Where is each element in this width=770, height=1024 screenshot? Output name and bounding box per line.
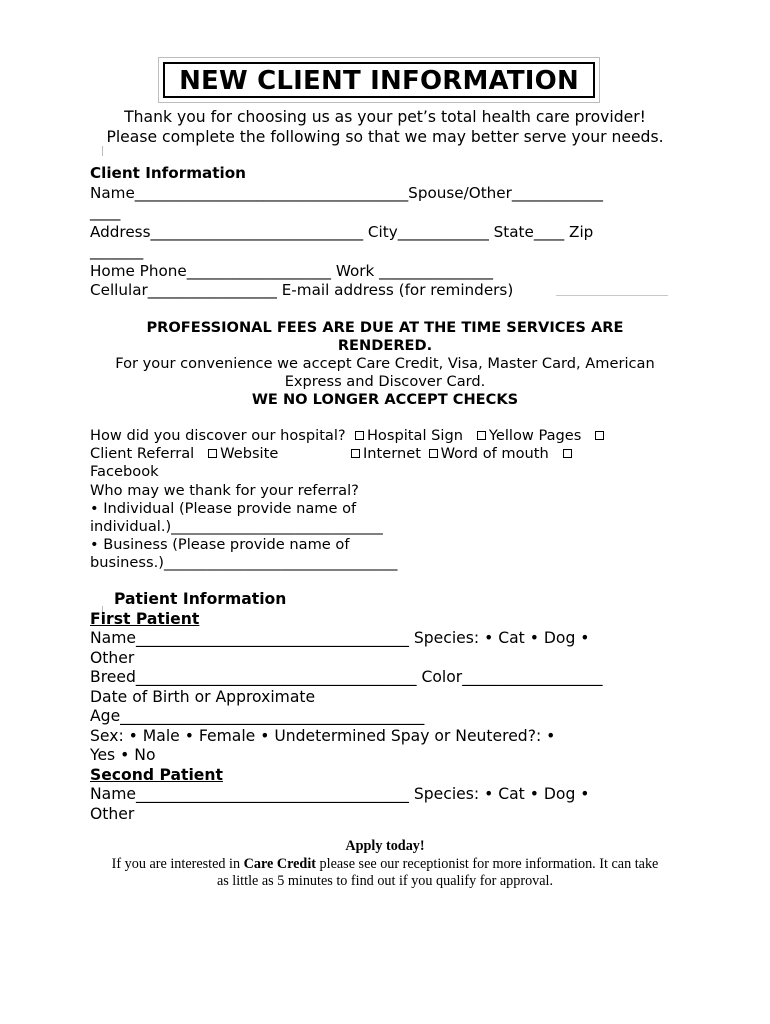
care-credit-footer [88, 838, 682, 891]
fees-line-4: Express and Discover Card. [284, 373, 486, 390]
species-other-label-2: Other [90, 804, 135, 823]
dob-label: Date of Birth or Approximate [90, 687, 316, 706]
intro-line-1: Thank you for choosing us as your pet’s total health care provider! [124, 108, 646, 126]
email-underline [556, 295, 668, 296]
yellow-pages-checkbox[interactable] [477, 431, 486, 440]
client-referral-checkbox[interactable] [595, 431, 604, 440]
intro-text [90, 108, 680, 147]
name-spouse-field[interactable]: Name____________________________________Spouse/Other____________ [90, 183, 604, 202]
margin-mark [102, 146, 103, 156]
individual-name-field[interactable]: individual.)_____________________________ [90, 518, 383, 536]
facebook-label: Facebook [90, 463, 159, 481]
sex-spay-field[interactable]: Sex: • Male • Female • Undetermined Spay or Neutered?: • [90, 726, 556, 745]
fees-line-1: PROFESSIONAL FEES ARE DUE AT THE TIME SERVICES ARE [146, 319, 624, 336]
first-patient-heading: First Patient [90, 609, 200, 628]
hospital-sign-label: Hospital Sign [366, 427, 463, 444]
client-section [90, 164, 680, 301]
age-field[interactable]: Age_______________________________________ [90, 707, 425, 725]
discover-row-1 [90, 427, 680, 445]
fees-line-2: RENDERED. [337, 337, 433, 354]
client-referral-label: Client Referral [90, 445, 195, 463]
care-credit-label: Care Credit [243, 855, 316, 872]
spay-yes-no[interactable]: Yes • No [90, 746, 156, 764]
title-frame [158, 57, 600, 103]
business-option-line-1: • Business (Please provide name of [90, 536, 350, 554]
zip-wrap-line: _______ [90, 242, 144, 260]
fees-notice [90, 319, 680, 409]
cellular-email-field[interactable]: Cellular_________________ E-mail address (for reminders) [90, 281, 514, 299]
word-of-mouth-checkbox[interactable] [429, 449, 438, 458]
footer-line-2: as little as 5 minutes to find out if you qualify for approval. [216, 873, 554, 889]
second-patient-name-species-field[interactable]: Name___________________________________ Species: • Cat • Dog • [90, 785, 590, 803]
yellow-pages-label: Yellow Pages [488, 427, 582, 444]
patient-heading: Patient Information [114, 590, 287, 608]
business-name-field[interactable]: business.)________________________________ [90, 554, 398, 572]
internet-checkbox[interactable] [351, 449, 360, 458]
address-city-state-zip-field[interactable]: Address____________________________ City____________ State____ Zip [90, 222, 594, 241]
discover-question: How did you discover our hospital? [90, 427, 346, 444]
facebook-checkbox[interactable] [563, 449, 572, 458]
website-label: Website [220, 445, 279, 463]
word-of-mouth-label: Word of mouth [440, 445, 549, 463]
intro-line-2: Please complete the following so that we may better serve your needs. [106, 127, 664, 146]
patient-section [90, 590, 680, 824]
discover-section [90, 427, 680, 573]
internet-label: Internet [362, 445, 421, 463]
footer-line-1-c: please see our receptionist for more information. It can take [316, 855, 659, 872]
fees-line-5: WE NO LONGER ACCEPT CHECKS [251, 391, 519, 408]
second-patient-heading: Second Patient [90, 765, 223, 784]
website-checkbox[interactable] [208, 449, 217, 458]
hospital-sign-checkbox[interactable] [355, 431, 364, 440]
referral-thank-question: Who may we thank for your referral? [90, 481, 359, 499]
apply-today: Apply today! [345, 838, 425, 854]
breed-color-field[interactable]: Breed____________________________________ Color__________________ [90, 668, 603, 686]
name-wrap-line: ____ [90, 203, 121, 221]
species-other-label: Other [90, 648, 135, 667]
discover-row-2 [90, 445, 680, 463]
home-work-phone-field[interactable]: Home Phone___________________ Work _______________ [90, 261, 494, 280]
first-patient-name-species-field[interactable]: Name___________________________________ Species: • Cat • Dog • [90, 629, 590, 647]
page-title: NEW CLIENT INFORMATION [163, 62, 595, 98]
fees-line-3: For your convenience we accept Care Credit, Visa, Master Card, American [115, 355, 655, 372]
client-heading: Client Information [90, 164, 246, 182]
footer-line-1 [88, 856, 682, 874]
individual-option-line-1: • Individual (Please provide name of [90, 499, 357, 517]
footer-line-1-a: If you are interested in [111, 855, 244, 872]
